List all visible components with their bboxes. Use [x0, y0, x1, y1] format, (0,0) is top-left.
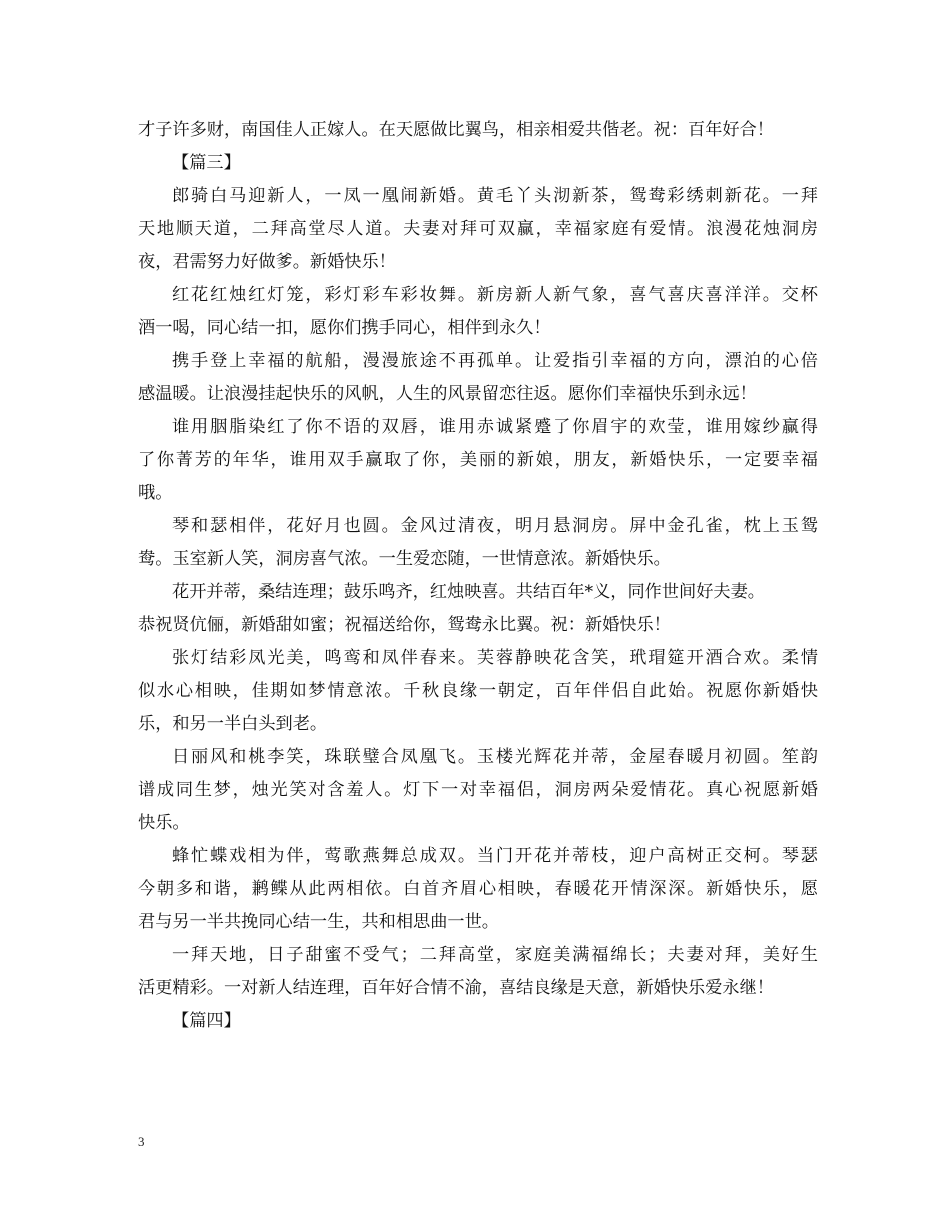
text-line: 蜂忙蝶戏相为伴，莺歌燕舞总成双。当门开花并蒂枝，迎户高树正交柯。琴瑟 [172, 846, 818, 866]
text-line: 了你菁芳的年华，谁用双手赢取了你，美丽的新娘，朋友，新婚快乐，一定要幸福 [138, 450, 818, 470]
text-line: 谱成同生梦，烛光笑对含羞人。灯下一对幸福侣，洞房两朵爱情花。真心祝愿新婚 [138, 780, 818, 800]
text-line: 鸯。玉室新人笑，洞房喜气浓。一生爱恋随，一世情意浓。新婚快乐。 [138, 549, 671, 569]
text-line: 天地顺天道，二拜高堂尽人道。夫妻对拜可双赢，幸福家庭有爱情。浪漫花烛洞房 [138, 219, 818, 239]
text-line: 张灯结彩凤光美，鸣鸾和凤伴春来。芙蓉静映花含笑，玳瑁筵开酒合欢。柔情 [172, 648, 818, 668]
text-line: 花开并蒂，桑结连理；鼓乐鸣齐，红烛映喜。共结百年*义，同作世间好夫妻。 [172, 582, 765, 602]
section-heading: 【篇三】 [172, 153, 241, 173]
document-body [138, 114, 818, 1038]
text-line: 快乐。 [138, 813, 190, 833]
text-line: 琴和瑟相伴，花好月也圆。金风过清夜，明月悬洞房。屏中金孔雀，枕上玉鸳 [172, 516, 818, 536]
text-line: 夜，君需努力好做爹。新婚快乐！ [138, 252, 396, 272]
text-line: 日丽风和桃李笑，珠联璧合凤凰飞。玉楼光辉花并蒂，金屋春暖月初圆。笙韵 [172, 747, 818, 767]
text-line: 感温暖。让浪漫挂起快乐的风帆，人生的风景留恋往返。愿你们幸福快乐到永远！ [138, 384, 757, 404]
text-line: 一拜天地，日子甜蜜不受气；二拜高堂，家庭美满福绵长；夫妻对拜，美好生 [172, 945, 818, 965]
text-line: 哦。 [138, 483, 173, 503]
text-line: 才子许多财，南国佳人正嫁人。在天愿做比翼鸟，相亲相爱共偕老。祝：百年好合！ [138, 120, 774, 140]
page-number: 3 [138, 1134, 145, 1149]
text-line: 今朝多和谐，鹣鲽从此两相依。白首齐眉心相映，春暖花开情深深。新婚快乐，愿 [138, 879, 818, 899]
text-line: 郎骑白马迎新人，一凤一凰闹新婚。黄毛丫头沏新茶，鸳鸯彩绣刺新花。一拜 [172, 186, 818, 206]
text-line: 恭祝贤伉俪，新婚甜如蜜；祝福送给你，鸳鸯永比翼。祝：新婚快乐！ [138, 615, 671, 635]
text-line: 谁用胭脂染红了你不语的双唇，谁用赤诚紧蹙了你眉宇的欢莹，谁用嫁纱赢得 [172, 417, 818, 437]
section-heading: 【篇四】 [172, 1011, 241, 1031]
text-line: 似水心相映，佳期如梦情意浓。千秋良缘一朝定，百年伴侣自此始。祝愿你新婚快 [138, 681, 818, 701]
text-line: 携手登上幸福的航船，漫漫旅途不再孤单。让爱指引幸福的方向，漂泊的心倍 [172, 351, 818, 371]
text-line: 君与另一半共挽同心结一生，共和相思曲一世。 [138, 912, 499, 932]
text-line: 酒一喝，同心结一扣，愿你们携手同心，相伴到永久！ [138, 318, 551, 338]
text-line: 活更精彩。一对新人结连理，百年好合情不渝，喜结良缘是天意，新婚快乐爱永继！ [138, 978, 774, 998]
text-line: 红花红烛红灯笼，彩灯彩车彩妆舞。新房新人新气象，喜气喜庆喜洋洋。交杯 [172, 285, 818, 305]
text-line: 乐，和另一半白头到老。 [138, 714, 328, 734]
